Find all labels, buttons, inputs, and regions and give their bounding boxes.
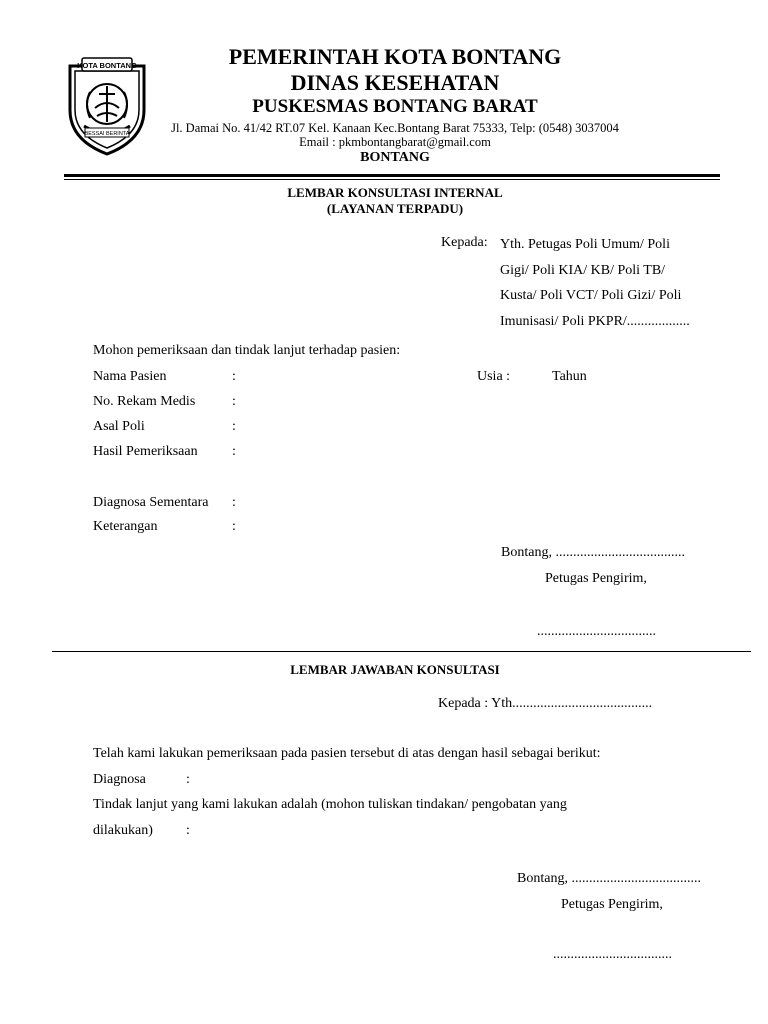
field-colon: : <box>186 772 190 787</box>
form1-kepada-line: Imunisasi/ Poli PKPR/.................. <box>500 314 690 329</box>
form1-signature-line: .................................. <box>537 624 656 639</box>
field-colon: : <box>232 419 236 434</box>
field-colon: : <box>232 444 236 459</box>
form1-title: LEMBAR KONSULTASI INTERNAL <box>287 185 503 200</box>
header-puskesmas: PUSKESMAS BONTANG BARAT <box>252 96 538 117</box>
form2-title: LEMBAR JAWABAN KONSULTASI <box>290 662 500 677</box>
header-department: DINAS KESEHATAN <box>290 70 500 95</box>
form2-tindak-line2: dilakukan) <box>93 823 153 838</box>
form2-intro: Telah kami lakukan pemeriksaan pada pasien tersebut di atas dengan hasil sebagai berikut: <box>93 746 601 761</box>
field-label-asal-poli: Asal Poli <box>93 419 145 434</box>
field-label-rekam-medis: No. Rekam Medis <box>93 394 196 409</box>
form1-kepada-label: Kepada: <box>441 235 488 250</box>
header-address: Jl. Damai No. 41/42 RT.07 Kel. Kanaan Kec.Bontang Barat 75333, Telp: (0548) 3037004 <box>171 121 619 135</box>
form1-kepada-line: Kusta/ Poli VCT/ Poli Gizi/ Poli <box>500 288 682 303</box>
kota-bontang-logo <box>62 48 152 158</box>
form1-place-date: Bontang, ..................................... <box>501 545 685 560</box>
tahun-label: Tahun <box>552 369 587 384</box>
field-colon: : <box>232 519 236 534</box>
letterhead-rule-thick <box>64 174 720 177</box>
form2-sender-title: Petugas Pengirim, <box>561 897 663 912</box>
form2-tindak-line1: Tindak lanjut yang kami lakukan adalah (mohon tuliskan tindakan/ pengobatan yang <box>93 797 567 812</box>
form1-kepada-line: Yth. Petugas Poli Umum/ Poli <box>500 237 670 252</box>
field-colon: : <box>186 823 190 838</box>
field-label-diagnosa-sementara: Diagnosa Sementara <box>93 495 209 510</box>
logo-bottom-text: BESSAI BERINTA <box>84 131 130 137</box>
form1-sender-title: Petugas Pengirim, <box>545 571 647 586</box>
form-separator <box>52 651 751 652</box>
form2-signature-line: .................................. <box>553 947 672 962</box>
letterhead-rule-thin <box>64 179 720 180</box>
form1-subtitle: (LAYANAN TERPADU) <box>326 201 464 216</box>
field-colon: : <box>232 369 236 384</box>
header-city: BONTANG <box>360 150 430 165</box>
header-email: Email : pkmbontangbarat@gmail.com <box>299 135 491 149</box>
header-government: PEMERINTAH KOTA BONTANG <box>228 44 562 69</box>
form2-kepada: Kepada : Yth........................................ <box>438 696 653 711</box>
usia-label: Usia : <box>477 369 511 384</box>
field-colon: : <box>232 495 236 510</box>
field-label-nama-pasien: Nama Pasien <box>93 369 167 384</box>
logo-top-text: KOTA BONTANG <box>77 61 137 70</box>
form1-kepada-line: Gigi/ Poli KIA/ KB/ Poli TB/ <box>500 263 666 278</box>
field-label-keterangan: Keterangan <box>93 519 158 534</box>
field-colon: : <box>232 394 236 409</box>
field-label-hasil-pemeriksaan: Hasil Pemeriksaan <box>93 444 198 459</box>
form2-place-date: Bontang, ..................................... <box>517 871 701 886</box>
form2-diagnosa-label: Diagnosa <box>93 772 146 787</box>
form1-intro: Mohon pemeriksaan dan tindak lanjut terhadap pasien: <box>93 343 401 358</box>
